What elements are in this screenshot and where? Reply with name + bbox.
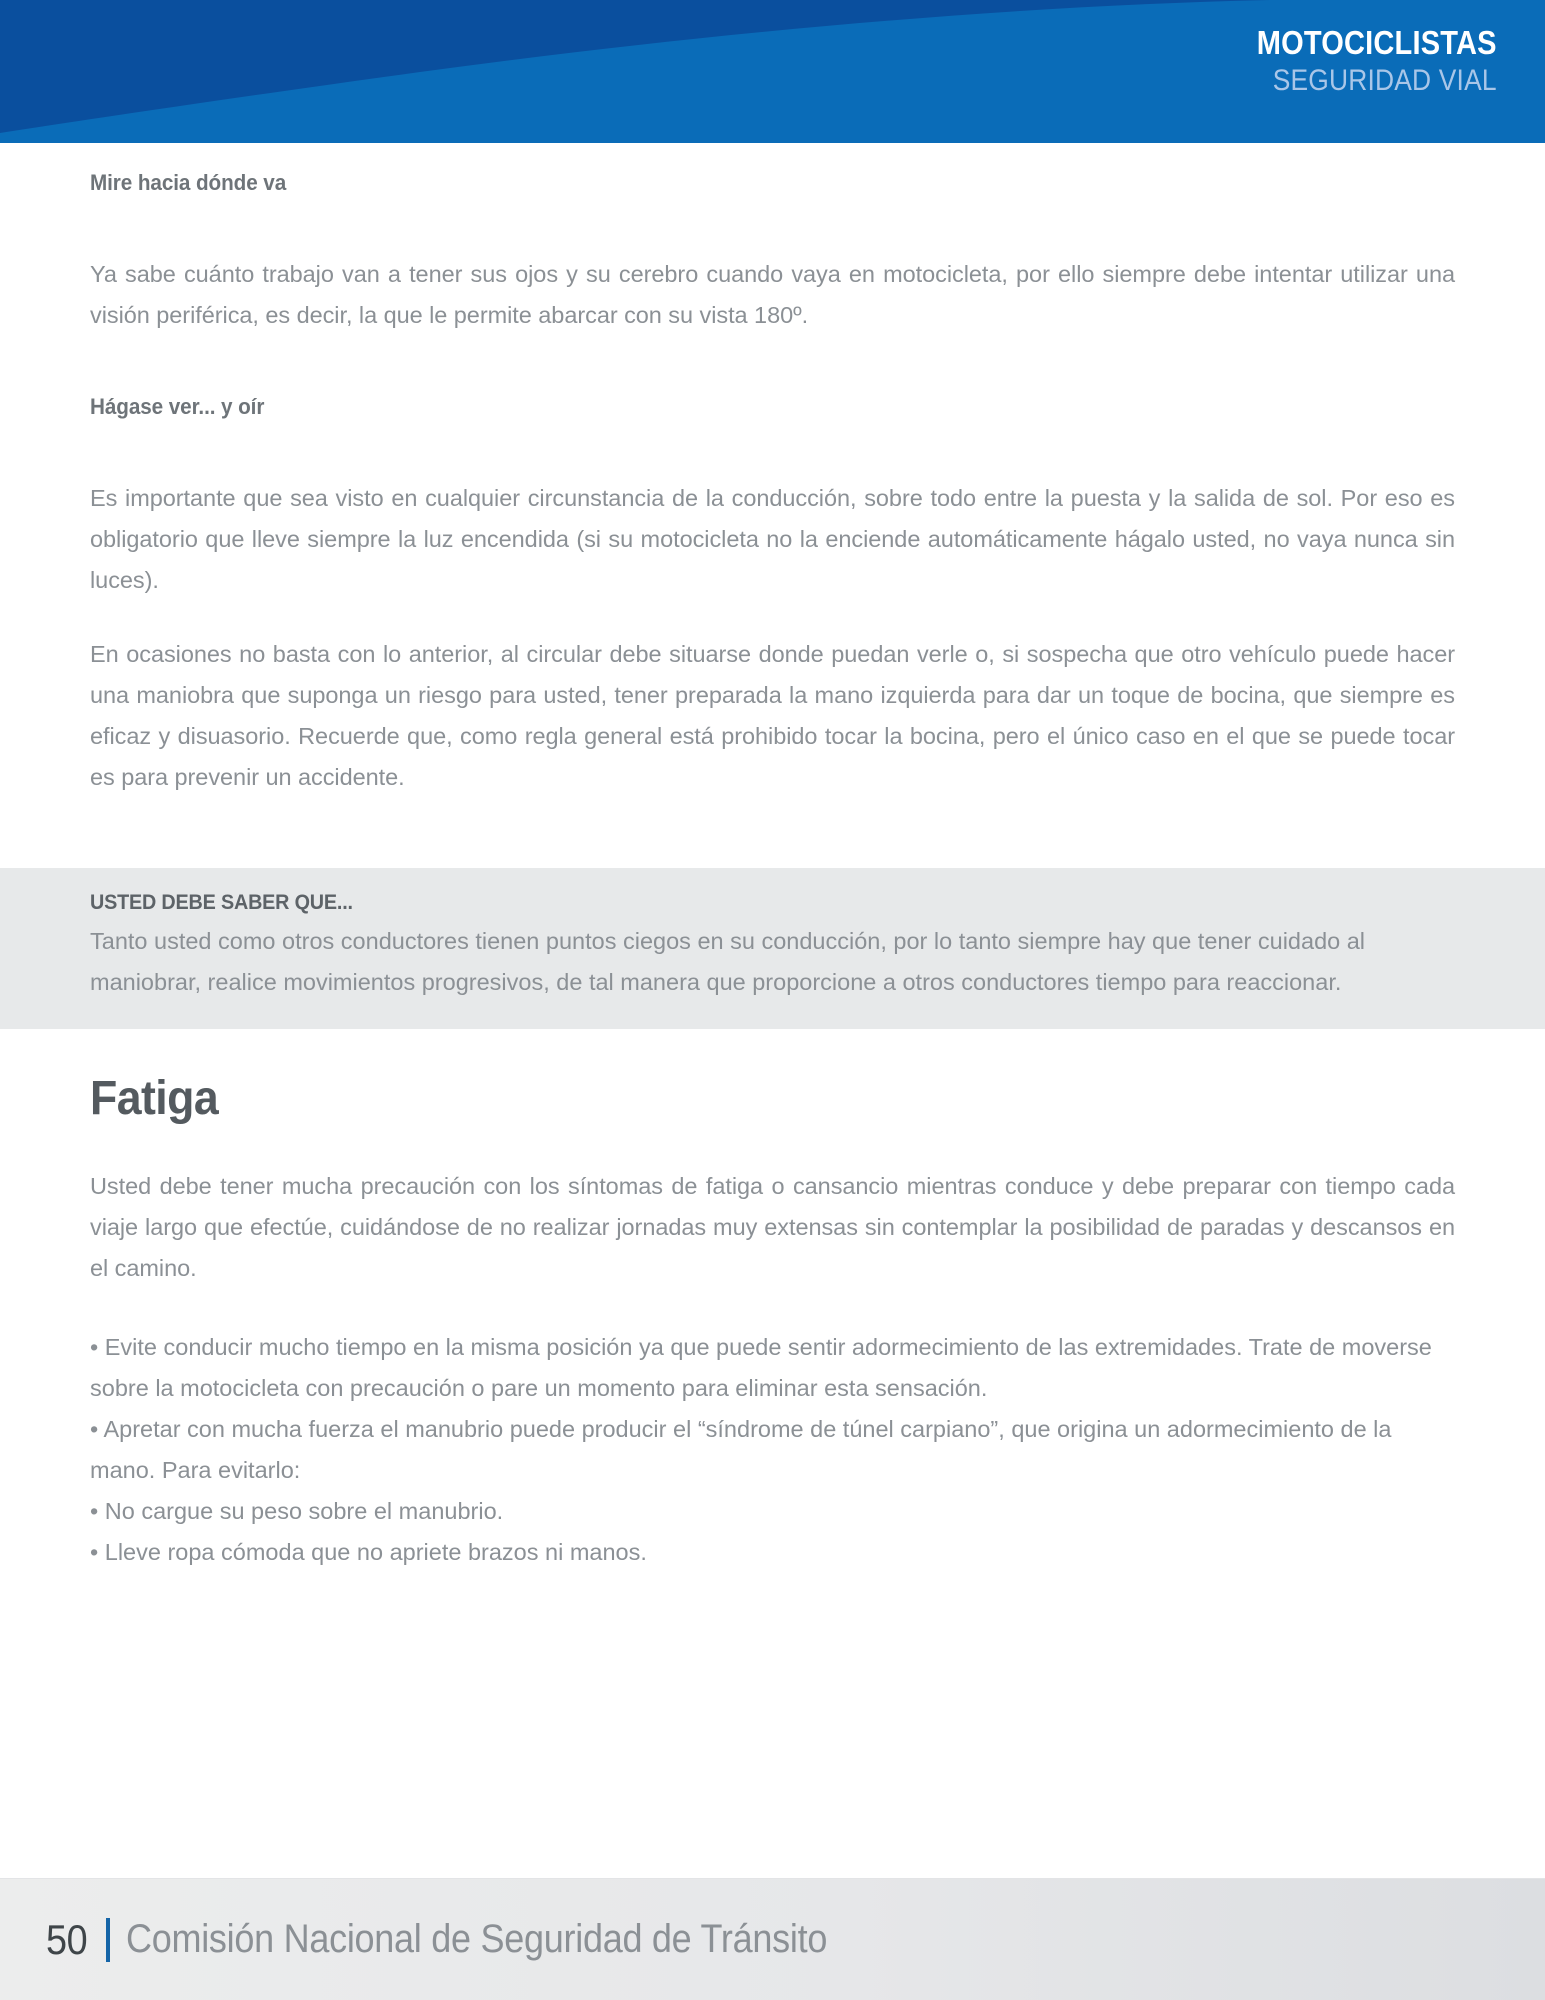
paragraph-vision-periferica: Ya sabe cuánto trabajo van a tener sus ojos y su cerebro cuando vaya en motocicleta, por ello siempre debe intentar utilizar una visión periférica, es decir, la que le permite abarcar con su vista 180º. — [90, 261, 1455, 328]
callout-usted-debe-saber-que — [0, 868, 1545, 1029]
spacer — [90, 1029, 1455, 1071]
section-title-fatiga: Fatiga — [90, 1072, 219, 1125]
subheading-mire-hacia-donde-va: Mire hacia dónde va — [90, 170, 287, 195]
page-header — [0, 0, 1545, 143]
paragraph-fatiga-intro: Usted debe tener mucha precaución con los síntomas de fatiga o cansancio mientras conduce y debe preparar con tiempo cada viaje largo que efectúe, cuidándose de no realizar jornadas muy extensas sin contemplar la posibilidad de paradas y descansos en el camino. — [90, 1173, 1455, 1281]
spacer — [90, 196, 1455, 254]
page-number: 50 — [46, 1915, 88, 1963]
header-subtitle: SEGURIDAD VIAL — [1272, 64, 1497, 97]
spacer — [90, 601, 1455, 634]
spacer — [90, 1126, 1455, 1166]
fatiga-bullet-list — [90, 1327, 1455, 1573]
subheading-hagase-ver-y-oir: Hágase ver... y oír — [90, 394, 265, 419]
footer-divider — [106, 1918, 110, 1962]
spacer — [90, 420, 1455, 478]
header-title-block — [1224, 26, 1497, 96]
spacer — [90, 143, 1455, 170]
header-title: MOTOCICLISTAS — [1257, 24, 1497, 61]
content-column-lower — [0, 1029, 1545, 1573]
callout-text: Tanto usted como otros conductores tienen puntos ciegos en su conducción, por lo tanto siempre hay que tener cuidado al maniobrar, realice movimientos progresivos, de tal manera que proporcione a otros conductores tiempo para reaccionar. — [90, 928, 1366, 995]
list-item: • No cargue su peso sobre el manubrio. — [90, 1498, 504, 1524]
list-item: • Evite conducir mucho tiempo en la misma posición ya que puede sentir adormecimiento de las extremidades. Trate de moverse sobre la motocicleta con precaución o pare un momento para eliminar esta sensación. — [90, 1334, 1432, 1401]
page-body — [0, 143, 1545, 1573]
callout-title: USTED DEBE SABER QUE... — [90, 890, 353, 914]
spacer — [90, 336, 1455, 394]
list-item: • Lleve ropa cómoda que no apriete brazos ni manos. — [90, 1539, 647, 1565]
footer-content — [46, 1916, 905, 1964]
spacer — [90, 1289, 1455, 1327]
paragraph-bocina: En ocasiones no basta con lo anterior, al circular debe situarse donde puedan verle o, si sospecha que otro vehículo puede hacer una maniobra que suponga un riesgo para usted, tener preparada la mano izquierda para dar un toque de bocina, que siempre es eficaz y disuasorio. Recuerde que, como regla general está prohibido tocar la bocina, pero el único caso en el que se puede tocar es para prevenir un accidente. — [90, 641, 1455, 790]
footer-organization: Comisión Nacional de Seguridad de Tránsito — [125, 1917, 827, 1961]
content-column — [0, 143, 1545, 798]
list-item: • Apretar con mucha fuerza el manubrio puede producir el “síndrome de túnel carpiano”, que origina un adormecimiento de la mano. Para evitarlo: — [90, 1416, 1392, 1483]
page-footer — [0, 1878, 1545, 2000]
paragraph-luz-encendida: Es importante que sea visto en cualquier circunstancia de la conducción, sobre todo entre la puesta y la salida de sol. Por eso es obligatorio que lleve siempre la luz encendida (si su motocicleta no la enciende automáticamente hágalo usted, no vaya nunca sin luces). — [90, 485, 1455, 593]
